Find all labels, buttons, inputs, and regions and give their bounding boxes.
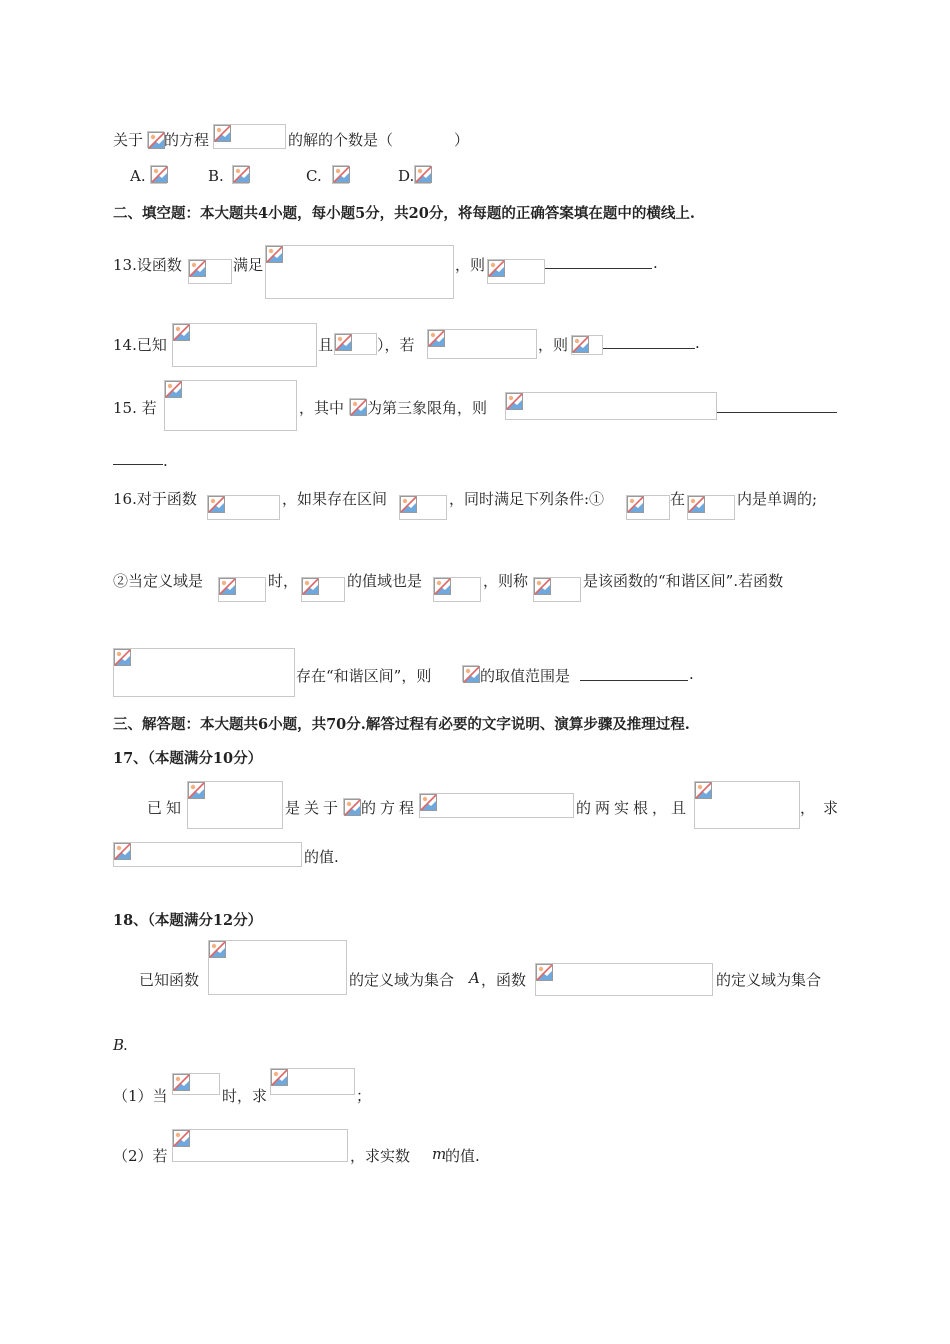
broken-image-icon (173, 1074, 190, 1091)
broken-image-icon (488, 260, 505, 277)
q18-text-1: 已知函数 (139, 971, 200, 989)
q17-text-1: 已知 (147, 799, 186, 817)
q12-text-2: 的方程 (164, 131, 210, 149)
formula-image (172, 1129, 348, 1162)
q13-text-2: 满足 (233, 256, 264, 274)
broken-image-icon (151, 166, 168, 183)
formula-image (270, 1068, 355, 1095)
section-2-heading: 二、填空题：本大题共4小题，每小题5分，共20分，将每题的正确答案填在题中的横线上. (113, 205, 695, 222)
formula-image (187, 781, 283, 829)
broken-image-icon (506, 393, 523, 410)
formula-image (218, 577, 266, 602)
broken-image-icon (627, 496, 644, 513)
q18-part-2-text-1: （2）若 (113, 1147, 168, 1165)
broken-image-icon (173, 324, 190, 341)
q18-part-1-text-3: ； (356, 1087, 372, 1105)
answer-blank[interactable] (603, 348, 695, 349)
broken-image-icon (114, 843, 131, 860)
q15-text-4: . (163, 452, 168, 470)
q17-text-6: 的值. (304, 848, 339, 866)
broken-image-icon (266, 246, 283, 263)
variable-m: m (432, 1145, 447, 1163)
broken-image-icon (350, 399, 367, 416)
q12-option-a: A. (130, 167, 146, 185)
q16-text-9: ，则称 (483, 572, 529, 590)
formula-image (150, 165, 167, 184)
q18-text-4: 的定义域为集合 (716, 971, 822, 989)
q16-text-10: 是该函数的“和谐区间”.若函数 (583, 572, 784, 590)
broken-image-icon (214, 125, 231, 142)
broken-image-icon (302, 578, 319, 595)
q16-text-6: ②当定义域是 (113, 572, 204, 590)
formula-image (113, 648, 295, 697)
set-b-label: B (113, 1036, 125, 1054)
formula-image (626, 495, 670, 520)
q16-text-13: . (689, 665, 694, 683)
q17-text-5: ，求 (800, 799, 847, 817)
broken-image-icon (344, 799, 361, 816)
formula-image (487, 259, 545, 284)
broken-image-icon (209, 941, 226, 958)
formula-image (433, 577, 481, 602)
formula-image (213, 124, 286, 149)
formula-image (414, 165, 431, 184)
formula-image (694, 781, 800, 829)
formula-image (462, 665, 479, 682)
broken-image-icon (463, 666, 480, 683)
broken-image-icon (428, 330, 445, 347)
formula-image (349, 398, 366, 415)
section-3-heading: 三、解答题：本大题共6小题，共70分.解答过程有必要的文字说明、演算步骤及推理过程. (113, 716, 690, 733)
broken-image-icon (434, 578, 451, 595)
q12-text-4: ） (454, 131, 470, 149)
formula-image (113, 842, 302, 867)
formula-image (399, 495, 447, 520)
formula-image (533, 577, 581, 602)
broken-image-icon (534, 578, 551, 595)
q16-text-2: ，如果存在区间 (282, 490, 388, 508)
formula-image (571, 335, 603, 355)
q15-text-3: 为第三象限角，则 (367, 399, 488, 417)
q16-text-12: 的取值范围是 (480, 667, 571, 685)
broken-image-icon (572, 336, 589, 353)
broken-image-icon (536, 964, 553, 981)
q16-text-11: 存在“和谐区间”，则 (296, 667, 432, 685)
broken-image-icon (688, 496, 705, 513)
q16-text-5: 内是单调的; (737, 490, 818, 508)
q17-text-3: 的方程 (361, 799, 419, 817)
q14-text-4: ，则 (538, 336, 569, 354)
q12-option-c: C. (306, 167, 322, 185)
formula-image (332, 165, 349, 184)
broken-image-icon (233, 166, 250, 183)
broken-image-icon (114, 649, 131, 666)
formula-image (172, 323, 317, 367)
q17-text-4: 的两实根，且 (576, 799, 691, 817)
q18-part-2-text-3: 的值. (445, 1147, 480, 1165)
q16-text-8: 的值域也是 (347, 572, 423, 590)
q13-text-3: ，则 (455, 256, 486, 274)
q13-text-4: . (653, 254, 658, 272)
broken-image-icon (165, 381, 182, 398)
formula-image (343, 798, 360, 815)
formula-image (172, 1073, 220, 1095)
broken-image-icon (208, 496, 225, 513)
q15-text-2: ，其中 (299, 399, 345, 417)
period: . (123, 1036, 128, 1054)
q12-option-b: B. (208, 167, 224, 185)
q16-text-1: 16.对于函数 (113, 490, 197, 508)
broken-image-icon (400, 496, 417, 513)
q12-option-d: D. (398, 167, 415, 185)
formula-image (427, 329, 537, 359)
formula-image (535, 963, 713, 996)
formula-image (419, 793, 574, 818)
q18-part-1-text-2: 时，求 (222, 1087, 268, 1105)
broken-image-icon (335, 334, 352, 351)
q16-text-3: ，同时满足下列条件:① (449, 490, 605, 508)
formula-image (147, 131, 164, 148)
broken-image-icon (188, 782, 205, 799)
formula-image (208, 940, 347, 995)
formula-image (334, 333, 377, 355)
broken-image-icon (189, 260, 206, 277)
broken-image-icon (173, 1130, 190, 1147)
broken-image-icon (219, 578, 236, 595)
broken-image-icon (333, 166, 350, 183)
q17-text-2: 是关于 (285, 799, 343, 817)
q18-part-1-text-1: （1）当 (113, 1087, 168, 1105)
broken-image-icon (420, 794, 437, 811)
q16-text-4: 在 (670, 490, 686, 508)
q18-text-2: 的定义域为集合 (349, 971, 455, 989)
broken-image-icon (148, 132, 165, 149)
answer-blank[interactable] (113, 464, 163, 465)
broken-image-icon (695, 782, 712, 799)
q14-text-5: . (695, 334, 700, 352)
formula-image (301, 577, 345, 602)
broken-image-icon (415, 166, 432, 183)
q18-text-3: ，函数 (481, 971, 527, 989)
formula-image (232, 165, 249, 184)
q14-text-1: 14.已知 (113, 336, 167, 354)
formula-image (505, 392, 717, 420)
answer-blank[interactable] (580, 680, 688, 681)
formula-image (265, 245, 454, 299)
q18-part-2-text-2: ，求实数 (350, 1147, 411, 1165)
q14-text-3: ），若 (377, 336, 415, 354)
formula-image (687, 495, 735, 520)
q18-heading: 18、（本题满分12分） (113, 912, 263, 929)
formula-image (188, 259, 232, 284)
q14-text-2: 且 (318, 336, 334, 354)
q12-text-1: 关于 (113, 131, 144, 149)
q17-heading: 17、（本题满分10分） (113, 750, 263, 767)
q16-text-7: 时， (268, 572, 299, 590)
formula-image (164, 380, 297, 431)
broken-image-icon (271, 1069, 288, 1086)
set-a-label: A (469, 969, 480, 987)
answer-blank[interactable] (717, 412, 837, 413)
formula-image (207, 495, 280, 520)
q12-text-3: 的解的个数是（ (288, 131, 394, 149)
q13-text-1: 13.设函数 (113, 256, 182, 274)
q15-text-1: 15. 若 (113, 399, 157, 417)
answer-blank[interactable] (545, 268, 652, 269)
